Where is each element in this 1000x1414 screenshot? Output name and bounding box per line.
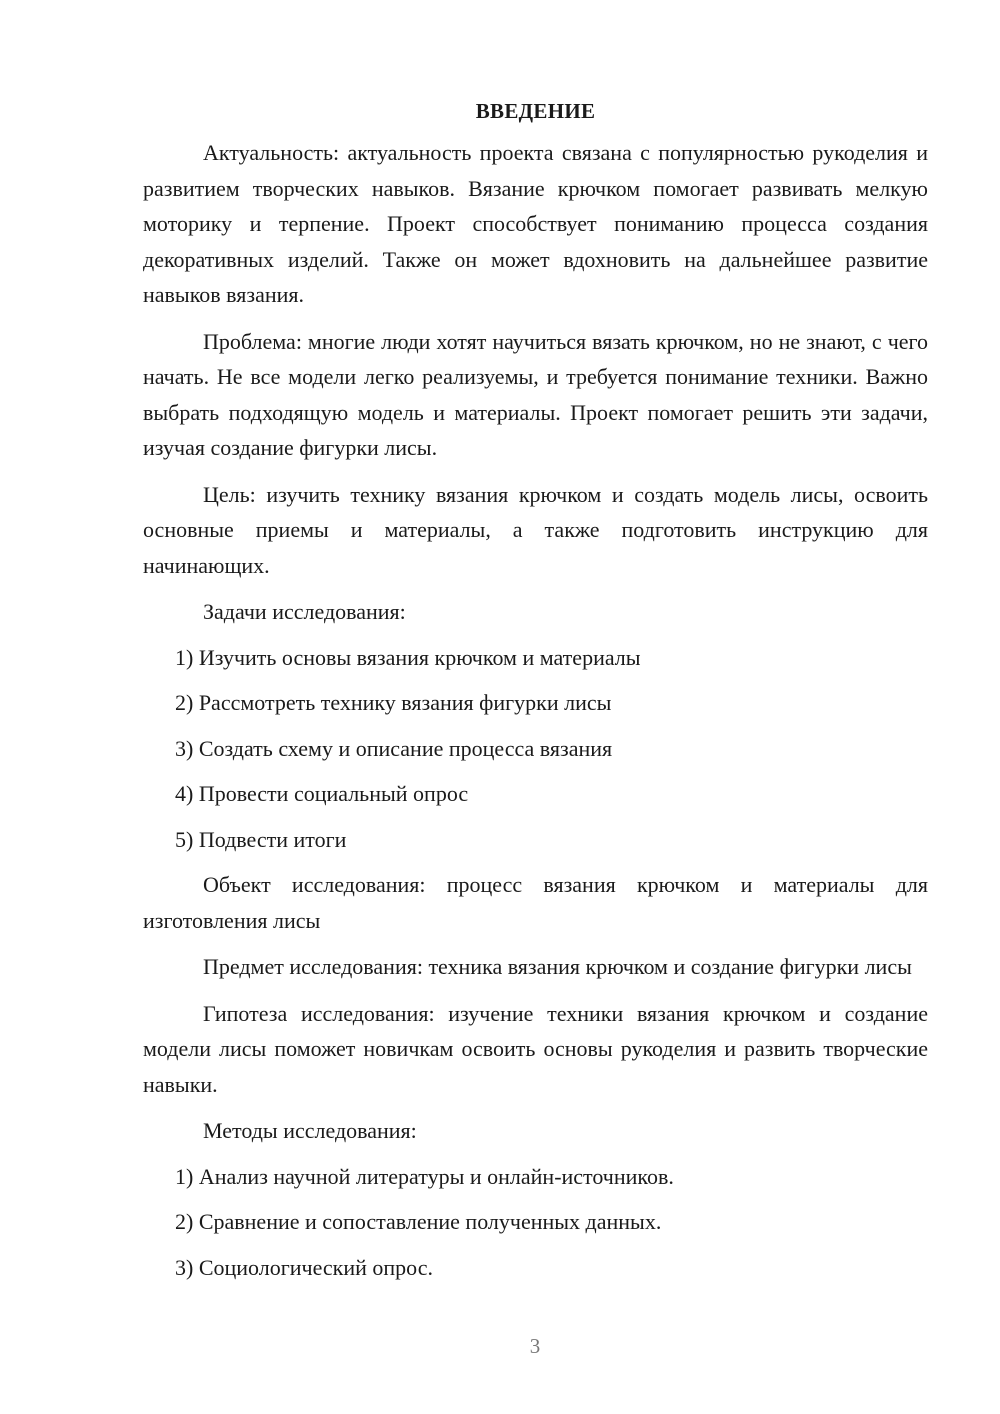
page-number: 3 — [529, 1334, 541, 1358]
task-item: 4) Провести социальный опрос — [175, 781, 469, 806]
tasks-label: Задачи исследования: — [203, 599, 406, 624]
page-title: ВВЕДЕНИЕ — [475, 99, 596, 123]
task-item: 5) Подвести итоги — [175, 826, 347, 852]
relevance-paragraph: Актуальность: актуальность проекта связана с популярностью рукоделия и развитием творческих навыков. Вязание крючком помогает развивать мелкую моторику и терпение. Проект способствует пониманию процесса создания декоративных изделий. Также он может вдохновить на дальнейшее развитие навыков вязания. — [143, 140, 928, 307]
problem-paragraph: Проблема: многие люди хотят научиться вязать крючком, но не знают, с чего начать. Не все модели легко реализуемы, и требуется понимание техники. Важно выбрать подходящую модель и материалы. Проект помогает решить эти задачи, изучая создание фигурки лисы. — [143, 328, 928, 460]
task-item: 1) Изучить основы вязания крючком и материалы — [175, 644, 641, 670]
object-paragraph: Объект исследования: процесс вязания крючком и материалы для изготовления лисы — [143, 872, 928, 933]
task-item: 2) Рассмотреть технику вязания фигурки лисы — [175, 690, 612, 715]
methods-label: Методы исследования: — [203, 1118, 417, 1143]
subject-paragraph: Предмет исследования: техника вязания крючком и создание фигурки лисы — [203, 954, 912, 979]
goal-paragraph: Цель: изучить технику вязания крючком и создать модель лисы, освоить основные приемы и материалы, а также подготовить инструкцию для начинающих. — [143, 481, 928, 578]
hypothesis-paragraph: Гипотеза исследования: изучение техники вязания крючком и создание модели лисы поможет новичкам освоить основы рукоделия и развить творческие навыки. — [143, 1000, 928, 1097]
methods-list — [143, 1159, 928, 1286]
document-page — [143, 96, 928, 1295]
method-item: 2) Сравнение и сопоставление полученных данных. — [175, 1209, 662, 1234]
method-item: 3) Социологический опрос. — [175, 1254, 433, 1280]
tasks-list — [143, 640, 928, 858]
method-item: 1) Анализ научной литературы и онлайн-источников. — [175, 1163, 674, 1189]
task-item: 3) Создать схему и описание процесса вязания — [175, 735, 613, 761]
